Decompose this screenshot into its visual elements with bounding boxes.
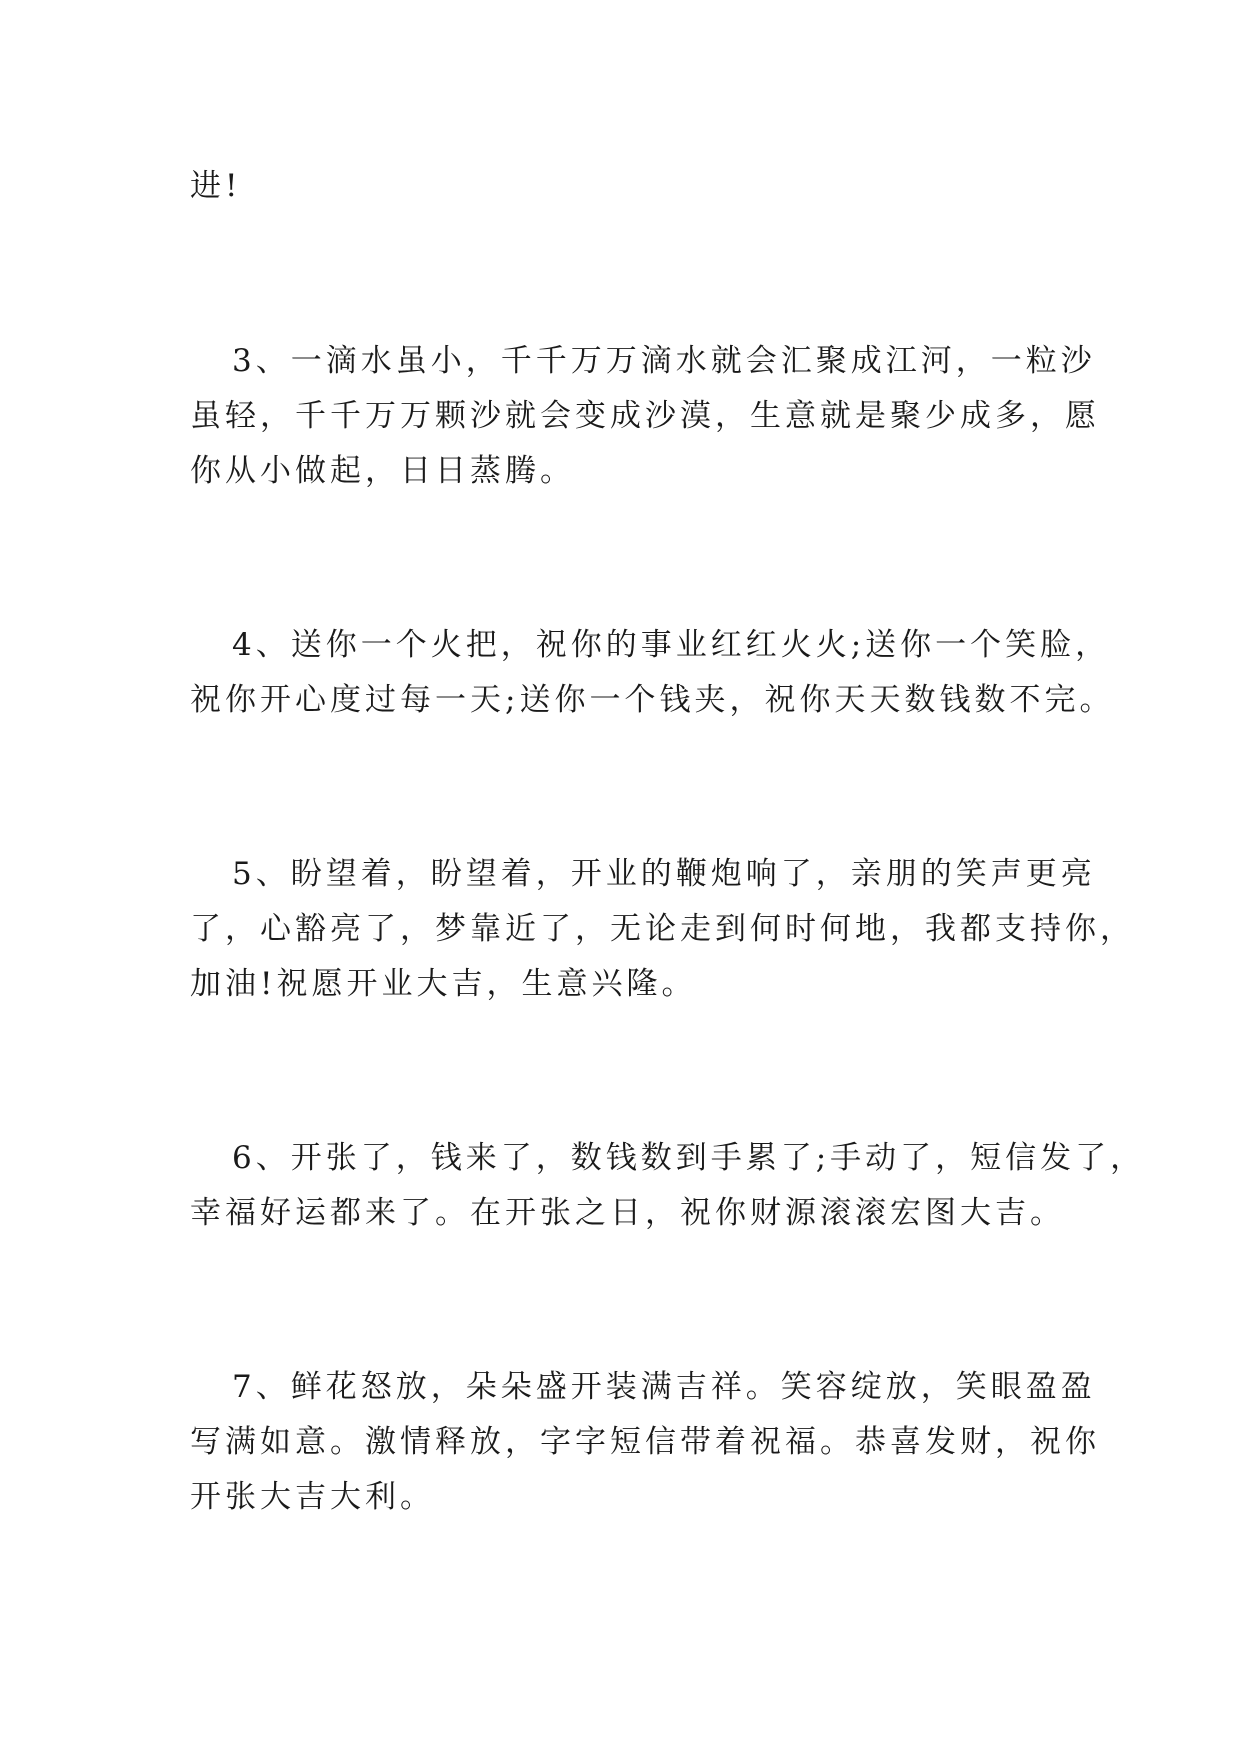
text-line-item-4-end: 祝你开心度过每一天;送你一个钱夹，祝你天天数钱数不完。: [190, 682, 1115, 718]
text-line-item-4-start: 4、送你一个火把，祝你的事业红红火火;送你一个笑脸，: [232, 627, 1111, 663]
text-line-item-3-end: 你从小做起，日日蒸腾。: [190, 453, 575, 489]
text-line-item-6-end: 幸福好运都来了。在开张之日，祝你财源滚滚宏图大吉。: [190, 1195, 1065, 1231]
text-line-continuation: 进!: [190, 168, 242, 204]
text-line-item-3-start: 3、一滴水虽小，千千万万滴水就会汇聚成江河，一粒沙: [232, 343, 1096, 379]
text-line-item-5: 了，心豁亮了，梦靠近了，无论走到何时何地，我都支持你，: [190, 911, 1135, 947]
text-line-item-5-start: 5、盼望着，盼望着，开业的鞭炮响了，亲朋的笑声更亮: [232, 856, 1096, 892]
text-line-item-5-end: 加油!祝愿开业大吉，生意兴隆。: [190, 966, 697, 1002]
text-line-item-3: 虽轻，千千万万颗沙就会变成沙漠，生意就是聚少成多，愿: [190, 398, 1100, 434]
text-line-item-7-end: 开张大吉大利。: [190, 1479, 435, 1515]
text-line-item-7: 写满如意。激情释放，字字短信带着祝福。恭喜发财，祝你: [190, 1424, 1100, 1460]
text-line-item-7-start: 7、鲜花怒放，朵朵盛开装满吉祥。笑容绽放，笑眼盈盈: [232, 1369, 1096, 1405]
text-line-item-6-start: 6、开张了，钱来了，数钱数到手累了;手动了，短信发了，: [232, 1140, 1146, 1176]
